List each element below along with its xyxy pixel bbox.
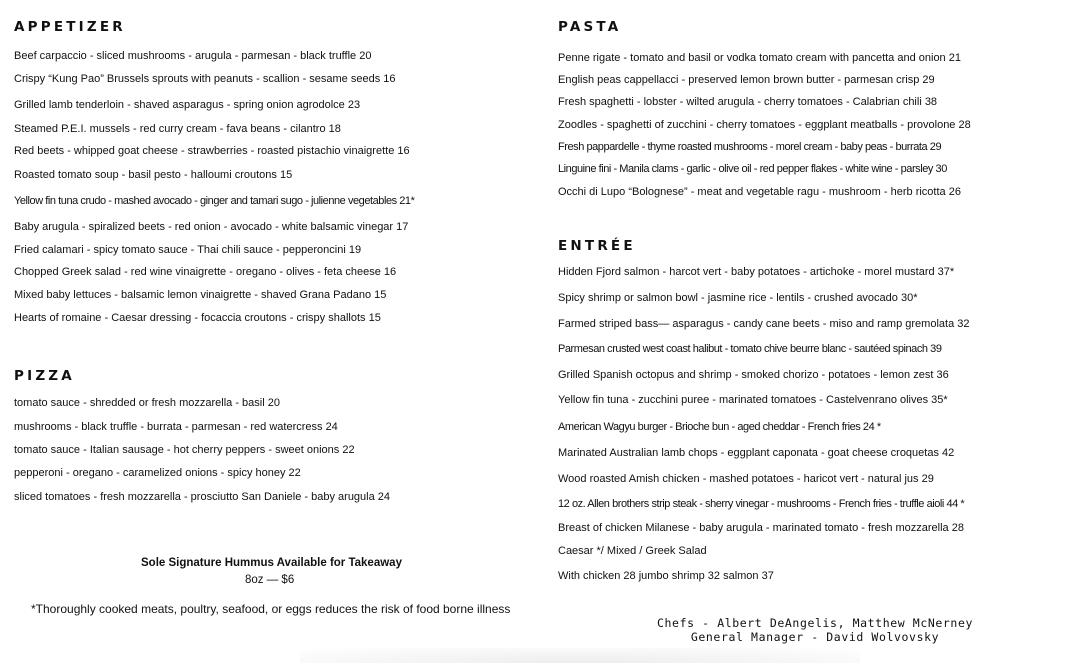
menu-item: Yellow fin tuna - zucchini puree - marinated tomatoes - Castelvenrano olives 35* xyxy=(558,394,948,406)
page-shadow xyxy=(300,648,860,663)
menu-item: Steamed P.E.I. mussels - red curry cream - fava beans - cilantro 18 xyxy=(14,123,341,135)
takeaway-price: 8oz — $6 xyxy=(245,574,295,586)
general-manager-credit: General Manager - David Wolvovsky xyxy=(690,630,940,644)
chefs-credit: Chefs - Albert DeAngelis, Matthew McNerney xyxy=(657,616,973,630)
menu-item: Zoodles - spaghetti of zucchini - cherry tomatoes - eggplant meatballs - provolone 28 xyxy=(558,119,971,131)
menu-item: Grilled lamb tenderloin - shaved asparagus - spring onion agrodolce 23 xyxy=(14,99,361,111)
entree-heading: ENTRÉE xyxy=(558,238,636,254)
menu-item: pepperoni - oregano - caramelized onions - spicy honey 22 xyxy=(14,467,301,479)
takeaway-title: Sole Signature Hummus Available for Takeaway xyxy=(141,557,402,569)
menu-item: Baby arugula - spiralized beets - red onion - avocado - white balsamic vinegar 17 xyxy=(14,221,409,233)
staff-credits xyxy=(620,616,1010,644)
menu-item: American Wagyu burger - Brioche bun - aged cheddar - French fries 24 * xyxy=(558,421,881,433)
appetizer-heading: APPETIZER xyxy=(14,19,126,35)
menu-item: Breast of chicken Milanese - baby arugula - marinated tomato - fresh mozzarella 28 xyxy=(558,522,964,534)
menu-item: Spicy shrimp or salmon bowl - jasmine rice - lentils - crushed avocado 30* xyxy=(558,292,918,304)
menu-item: mushrooms - black truffle - burrata - parmesan - red watercress 24 xyxy=(14,421,338,433)
menu-item: 12 oz. Allen brothers strip steak - sherry vinegar - mushrooms - French fries - truffle aioli 44 * xyxy=(558,498,965,510)
menu-item: tomato sauce - shredded or fresh mozzarella - basil 20 xyxy=(14,397,280,409)
menu-item: Hidden Fjord salmon - harcot vert - baby potatoes - artichoke - morel mustard 37* xyxy=(558,266,955,278)
menu-item: Mixed baby lettuces - balsamic lemon vinaigrette - shaved Grana Padano 15 xyxy=(14,289,387,301)
menu-item: Penne rigate - tomato and basil or vodka tomato cream with pancetta and onion 21 xyxy=(558,52,961,64)
menu-item: Parmesan crusted west coast halibut - tomato chive beurre blanc - sautéed spinach 39 xyxy=(558,343,942,355)
menu-item: Caesar */ Mixed / Greek Salad xyxy=(558,545,707,557)
menu-item: Occhi di Lupo “Bolognese” - meat and vegetable ragu - mushroom - herb ricotta 26 xyxy=(558,186,961,198)
menu-item: Grilled Spanish octopus and shrimp - smoked chorizo - potatoes - lemon zest 36 xyxy=(558,369,949,381)
menu-item: Wood roasted Amish chicken - mashed potatoes - haricot vert - natural jus 29 xyxy=(558,473,934,485)
menu-item: Hearts of romaine - Caesar dressing - focaccia croutons - crispy shallots 15 xyxy=(14,312,381,324)
menu-item: Fresh pappardelle - thyme roasted mushrooms - morel cream - baby peas - burrata 29 xyxy=(558,141,942,153)
menu-item: Beef carpaccio - sliced mushrooms - arugula - parmesan - black truffle 20 xyxy=(14,50,372,62)
menu-item: tomato sauce - Italian sausage - hot cherry peppers - sweet onions 22 xyxy=(14,444,355,456)
menu-item: Fried calamari - spicy tomato sauce - Thai chili sauce - pepperoncini 19 xyxy=(14,244,362,256)
menu-item: Marinated Australian lamb chops - eggplant caponata - goat cheese croquetas 42 xyxy=(558,447,955,459)
menu-item: sliced tomatoes - fresh mozzarella - prosciutto San Daniele - baby arugula 24 xyxy=(14,491,391,503)
menu-item: Roasted tomato soup - basil pesto - halloumi croutons 15 xyxy=(14,169,293,181)
menu-item: English peas cappellacci - preserved lemon brown butter - parmesan crisp 29 xyxy=(558,74,935,86)
menu-item: Red beets - whipped goat cheese - strawberries - roasted pistachio vinaigrette 16 xyxy=(14,145,410,157)
menu-item: Yellow fin tuna crudo - mashed avocado - ginger and tamari sugo - julienne vegetables 21* xyxy=(14,195,415,207)
menu-item: Chopped Greek salad - red wine vinaigrette - oregano - olives - feta cheese 16 xyxy=(14,266,397,278)
menu-item: With chicken 28 jumbo shrimp 32 salmon 37 xyxy=(558,570,774,582)
menu-item: Fresh spaghetti - lobster - wilted arugula - cherry tomatoes - Calabrian chili 38 xyxy=(558,96,938,108)
pasta-heading: PASTA xyxy=(558,19,622,35)
menu-item: Linguine fini - Manila clams - garlic - olive oil - red pepper flakes - white wine - parsley 30 xyxy=(558,163,947,175)
menu-item: Farmed striped bass— asparagus - candy cane beets - miso and ramp gremolata 32 xyxy=(558,318,970,330)
food-safety-disclaimer: *Thoroughly cooked meats, poultry, seafood, or eggs reduces the risk of food borne illness xyxy=(31,602,511,616)
menu-item: Crispy “Kung Pao” Brussels sprouts with peanuts - scallion - sesame seeds 16 xyxy=(14,73,396,85)
pizza-heading: PIZZA xyxy=(14,368,75,384)
